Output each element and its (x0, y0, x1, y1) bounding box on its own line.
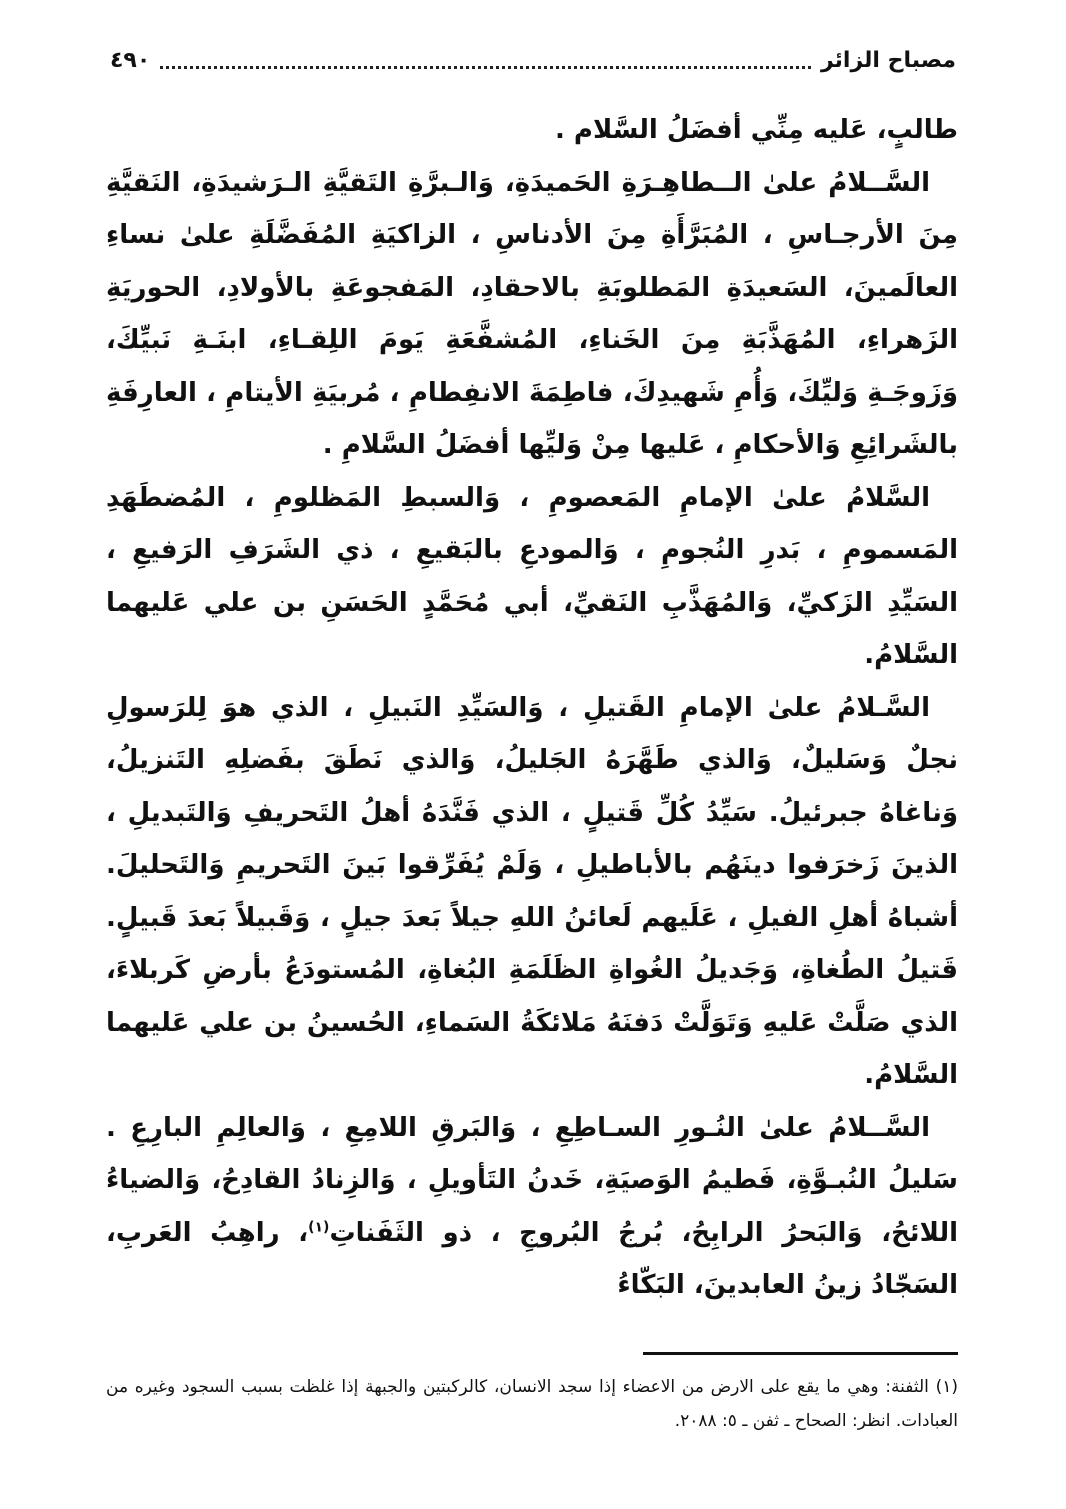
footnote: (١) الثفنة: وهي ما يقع على الارض من الاعضاء إذا سجد الانسان، كالركبتين والجبهة إذا غلظت بسبب السجود وغيره من العبادات. انظر: الصحاح ـ ثفن ـ ٥: ٢٠٨٨. (106, 1377, 958, 1431)
paragraph-2: السَّــلامُ علىٰ الــطاهِـرَةِ الحَميدَةِ، وَالـبرَّةِ التَقيَّةِ الـرَشيدَةِ، النَقيَّةِ مِنَ الأرجـاسِ ، المُبَرَّأَةِ مِنَ الأدناسِ ، الزاكيَةِ المُفَضَّلَةِ علىٰ نساءِ العالَمينَ، السَعيدَةِ المَطلوبَةِ بالاحقادِ، المَفجوعَةِ بالأولادِ، الحوريَةِ الزَهراءِ، المُهَذَّبَةِ مِنَ الخَناءِ، المُشفَّعَةِ يَومَ اللِقـاءِ، ابنَـةِ نَبيِّكَ، وَزَوجَـةِ وَليِّكَ، وَأُمِ شَهيدِكَ، فاطِمَةَ الانفِطامِ ، مُربيَةِ الأيتامِ ، العارِفَةِ بالشَرائِعِ وَالأحكامِ ، عَليها مِنْ وَليِّها أفضَلُ السَّلامِ . (106, 167, 958, 460)
paragraph-5-tail: ، راهِبُ العَربِ، السَجّادُ زينُ العابدينَ، البَكّاءُ (106, 1217, 958, 1300)
header-title: مصباح الزائر (820, 47, 956, 73)
body-text (106, 104, 958, 1312)
page-number: ٤٩٠ (110, 47, 151, 73)
running-header (110, 40, 956, 80)
paragraph-4: السَّـلامُ علىٰ الإمامِ القَتيلِ ، وَالسَيِّدِ النَبيلِ ، الذي هوَ لِلرَسولِ نجلٌ وَسَليلٌ، وَالذي طَهَّرَهُ الجَليلُ، وَالذي نَطَقَ بفَضلِهِ التَنزيلُ، وَناغاهُ جبرئيلُ. سَيِّدُ كُلِّ قَتيلٍ ، الذي فَنَّدَهُ أهلُ التَحريفِ وَالتَبديلِ ، الذينَ زَخرَفوا دينَهُم بالأباطيلِ ، وَلَمْ يُفَرِّقوا بَينَ التَحريمِ وَالتَحليلَ. أشباهُ أهلِ الفيلِ ، عَلَيهم لَعائنُ اللهِ جيلاً بَعدَ جيلٍ ، وَقَبيلاً بَعدَ قَبيلٍ. قَتيلُ الطُغاةِ، وَجَديلُ الغُواةِ الظَلَمَةِ البُغاةِ، المُستودَعُ بأرضِ كَربلاءَ، الذي صَلَّتْ عَليهِ وَتَوَلَّتْ دَفنَهُ مَلائكَةُ السَماءِ، الحُسينُ بن علي عَليهما السَّلامُ. (106, 692, 958, 1090)
footnote-marker: (١) (308, 1218, 330, 1235)
paragraph-3: السَّلامُ علىٰ الإمامِ المَعصومِ ، وَالسبطِ المَظلومِ ، المُضطَهَدِ المَسمومِ ، بَدرِ النُجومِ ، وَالمودعِ بالبَقيعِ ، ذي الشَرَفِ الرَفيعِ ، السَيِّدِ الزَكيِّ، وَالمُهَذَّبِ النَقيِّ، أبي مُحَمَّدٍ الحَسَنِ بن علي عَليهما السَّلامُ. (106, 482, 958, 670)
paragraph-5 (106, 1102, 958, 1312)
paragraph-5-text: السَّــلامُ علىٰ النُـورِ السـاطِعِ ، وَالبَرقِ اللامِعِ ، وَالعالِمِ البارِعِ . سَليلُ النُبـوَّةِ، فَطيمُ الوَصيَةِ، خَدنُ التَأويلِ ، وَالزِنادُ القادِحُ، وَالضياءُ اللائحُ، وَالبَحرُ الرابِحُ، بُرجُ البُروجِ ، ذو الثَفَناتِ (106, 1112, 958, 1248)
footnote-divider (643, 1352, 958, 1355)
paragraph-1: طالبٍ، عَليه مِنِّي أفضَلُ السَّلام . (554, 115, 958, 145)
header-dot-leader (160, 52, 811, 69)
